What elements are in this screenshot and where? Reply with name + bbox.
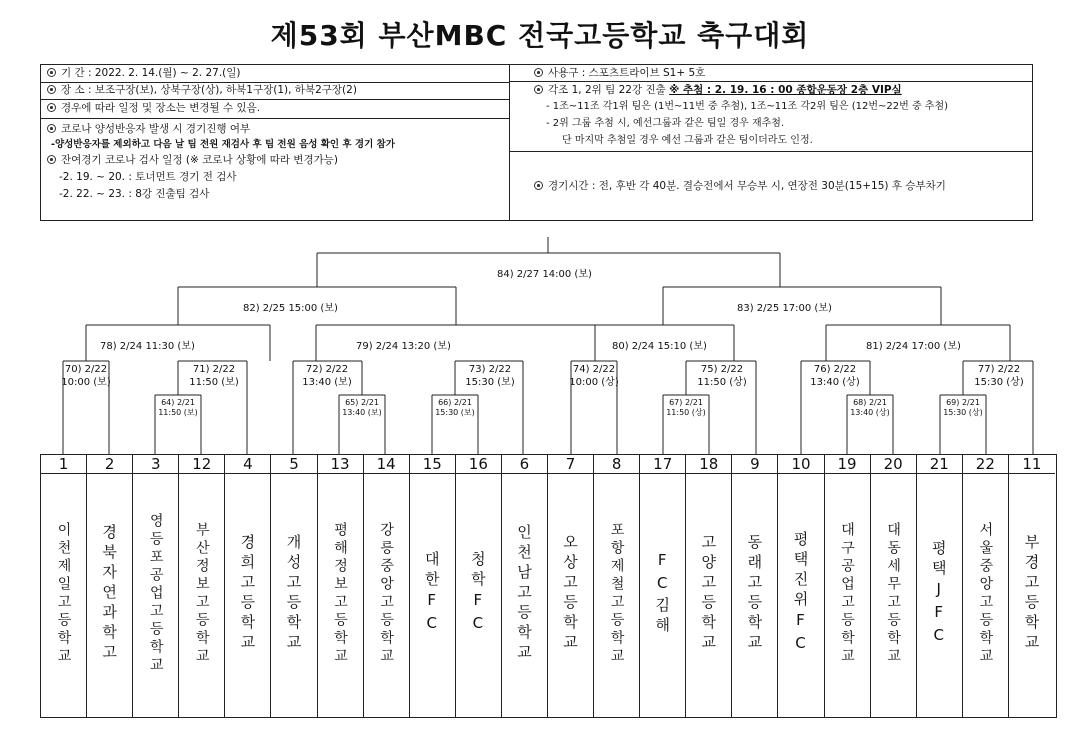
- match-label-m75: 75) 2/22 11:50 (상): [697, 364, 747, 388]
- match-label-m82: 82) 2/25 15:00 (보): [243, 299, 338, 314]
- info-venue: 장 소 : 보조구장(보), 상북구장(상), 하북1구장(1), 하북2구장(2): [41, 82, 509, 100]
- team-seed-number: 10: [778, 455, 823, 474]
- team-name: 대동세무고등학교: [885, 522, 902, 666]
- team-name: 개성고등학교: [284, 534, 303, 654]
- team-name: 부산정보고등학교: [193, 522, 210, 666]
- team-name: 평해정보고등학교: [332, 522, 349, 666]
- team-column: [410, 455, 456, 717]
- team-seed-number: 9: [732, 455, 777, 474]
- team-seed-number: 17: [640, 455, 685, 474]
- team-column: [364, 455, 410, 717]
- team-name: 대한FC: [422, 551, 441, 637]
- team-column: [502, 455, 548, 717]
- team-seed-number: 16: [456, 455, 501, 474]
- team-seed-number: 11: [1009, 455, 1055, 474]
- team-column: [778, 455, 824, 717]
- page-title: 제53회 부산MBC 전국고등학교 축구대회: [270, 19, 810, 52]
- team-name: 평택진위FC: [791, 531, 810, 657]
- team-seed-number: 13: [318, 455, 363, 474]
- team-seed-number: 3: [133, 455, 178, 474]
- team-seed-number: 14: [364, 455, 409, 474]
- match-label-m73: 73) 2/22 15:30 (보): [465, 364, 515, 388]
- info-draw-rule-2: - 2위 그룹 추첨 시, 예선그룹과 같은 팀일 경우 재추첨.: [546, 118, 785, 129]
- match-label-m76: 76) 2/22 13:40 (상): [810, 364, 860, 388]
- team-column: [594, 455, 640, 717]
- team-column: [732, 455, 778, 717]
- team-seed-number: 22: [963, 455, 1008, 474]
- match-label-m80: 80) 2/24 15:10 (보): [612, 337, 707, 352]
- match-label-m68: 68) 2/21 13:40 (상): [850, 398, 890, 417]
- info-covid: 코로나 양성반응자 발생 시 경기진행 여부: [41, 122, 509, 136]
- match-label-m83: 83) 2/25 17:00 (보): [737, 299, 832, 314]
- match-label-m64: 64) 2/21 11:50 (보): [158, 398, 198, 417]
- team-column: [963, 455, 1009, 717]
- team-name: 영등포공업고등학교: [147, 513, 164, 675]
- team-column: [640, 455, 686, 717]
- team-name: FC김해: [653, 551, 672, 637]
- info-period: 기 간 : 2022. 2. 14.(월) ~ 2. 27.(일): [41, 65, 509, 83]
- match-label-m70: 70) 2/22 10:00 (보): [61, 364, 111, 388]
- team-seed-number: 12: [179, 455, 224, 474]
- info-test-schedule: 잔여경기 코로나 검사 일정 (※ 코로나 상황에 따라 변경가능): [41, 153, 509, 167]
- match-label-m71: 71) 2/22 11:50 (보): [189, 364, 239, 388]
- match-label-m67: 67) 2/21 11:50 (상): [666, 398, 706, 417]
- team-name: 이천제일고등학교: [55, 522, 72, 666]
- match-label-m66: 66) 2/21 15:30 (보): [435, 398, 475, 417]
- match-label-m72: 72) 2/22 13:40 (보): [302, 364, 352, 388]
- team-column: [133, 455, 179, 717]
- team-name: 경북자연과학고: [100, 524, 119, 664]
- teams-table: [40, 454, 1057, 718]
- team-name: 포항제철고등학교: [608, 522, 625, 666]
- team-name: 경희고등학교: [238, 534, 257, 654]
- team-seed-number: 15: [410, 455, 455, 474]
- info-draw: 각조 1, 2위 팀 22강 진출 ※ 추첨 : 2. 19. 16 : 00 종합운동장 2층 VIP실: [510, 83, 1032, 97]
- team-column: [456, 455, 502, 717]
- team-seed-number: 8: [594, 455, 639, 474]
- team-seed-number: 21: [917, 455, 962, 474]
- match-label-m74: 74) 2/22 10:00 (상): [569, 364, 619, 388]
- team-column: [917, 455, 963, 717]
- team-column: [87, 455, 133, 717]
- match-label-m79: 79) 2/24 13:20 (보): [356, 337, 451, 352]
- team-name: 청학FC: [468, 551, 487, 637]
- team-name: 부경고등학교: [1022, 534, 1041, 654]
- team-name: 인천남고등학교: [514, 524, 533, 664]
- match-label-m78: 78) 2/24 11:30 (보): [100, 337, 195, 352]
- team-column: [686, 455, 732, 717]
- team-seed-number: 20: [871, 455, 916, 474]
- team-name: 오상고등학교: [561, 534, 580, 654]
- team-column: [318, 455, 364, 717]
- team-seed-number: 7: [548, 455, 593, 474]
- info-draw-rule-3: 단 마지막 추첨일 경우 예선 그룹과 같은 팀이더라도 인정.: [562, 135, 813, 146]
- match-label-m65: 65) 2/21 13:40 (보): [342, 398, 382, 417]
- team-seed-number: 1: [41, 455, 86, 474]
- match-label-m84: 84) 2/27 14:00 (보): [497, 265, 592, 280]
- match-label-m69: 69) 2/21 15:30 (상): [943, 398, 983, 417]
- team-name: 평택JFC: [929, 539, 948, 649]
- info-change-notice: 경우에 따라 일정 및 장소는 변경될 수 있음.: [41, 99, 509, 119]
- info-covid-detail: -양성반응자를 제외하고 다음 날 팀 전원 재검사 후 팀 전원 음성 확인 후 경기 참가: [51, 139, 395, 150]
- team-name: 대구공업고등학교: [839, 522, 856, 666]
- team-column: [271, 455, 317, 717]
- team-seed-number: 6: [502, 455, 547, 474]
- team-column: [548, 455, 594, 717]
- team-name: 동래고등학교: [745, 534, 764, 654]
- team-column: [1009, 455, 1055, 717]
- match-label-m81: 81) 2/24 17:00 (보): [866, 337, 961, 352]
- team-column: [825, 455, 871, 717]
- team-seed-number: 19: [825, 455, 870, 474]
- team-column: [41, 455, 87, 717]
- team-column: [225, 455, 271, 717]
- team-seed-number: 4: [225, 455, 270, 474]
- team-seed-number: 18: [686, 455, 731, 474]
- team-column: [871, 455, 917, 717]
- team-name: 서울중앙고등학교: [977, 522, 994, 666]
- team-column: [179, 455, 225, 717]
- info-test-1: -2. 19. ~ 20. : 토너먼트 경기 전 검사: [59, 171, 237, 183]
- team-seed-number: 5: [271, 455, 316, 474]
- team-name: 강릉중앙고등학교: [378, 522, 395, 666]
- info-test-2: -2. 22. ~ 23. : 8강 진출팀 검사: [59, 188, 210, 200]
- info-match-time: 경기시간 : 전, 후반 각 40분. 결승전에서 무승부 시, 연장전 30분(15+15) 후 승부차기: [510, 179, 1032, 193]
- match-label-m77: 77) 2/22 15:30 (상): [974, 364, 1024, 388]
- info-ball: 사용구 : 스포츠트라이브 S1+ 5호: [510, 65, 1032, 82]
- team-seed-number: 2: [87, 455, 132, 474]
- team-name: 고양고등학교: [699, 534, 718, 654]
- info-draw-rule-1: - 1조~11조 각1위 팀은 (1번~11번 중 추첨), 1조~11조 각2위 팀은 (12번~22번 중 추첨): [546, 101, 949, 112]
